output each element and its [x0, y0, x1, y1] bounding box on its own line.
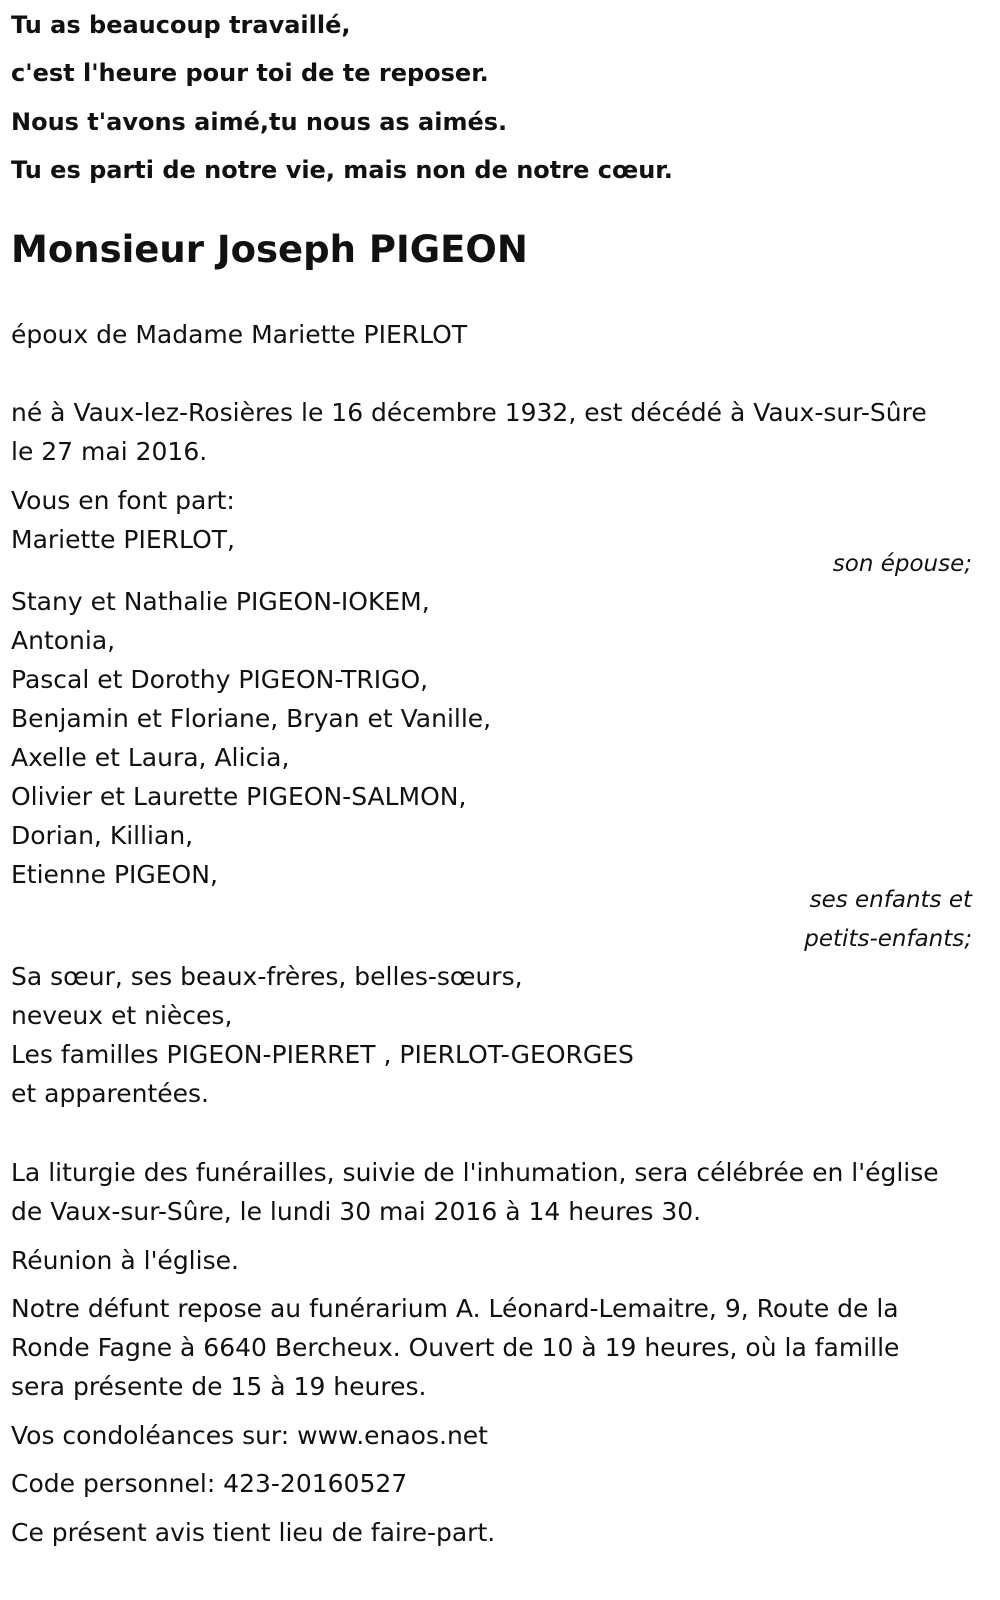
children-line: Antonia, [11, 626, 116, 655]
closing-line: Ce présent avis tient lieu de faire-part. [11, 1518, 496, 1547]
children-line: Benjamin et Floriane, Bryan et Vanille, [11, 704, 492, 733]
birth-death-line: né à Vaux-lez-Rosières le 16 décembre 1932, est décédé à Vaux-sur-Sûre [11, 398, 927, 427]
children-line: Stany et Nathalie PIGEON-IOKEM, [11, 587, 430, 616]
funerarium-line: Ronde Fagne à 6640 Bercheux. Ouvert de 10 à 19 heures, où la famille [11, 1333, 900, 1362]
funerarium-line: Notre défunt repose au funérarium A. Léonard-Lemaitre, 9, Route de la [11, 1294, 899, 1323]
spouse-entry: Mariette PIERLOT, [11, 525, 235, 554]
personal-code: Code personnel: 423-20160527 [11, 1469, 408, 1498]
funerarium-line: sera présente de 15 à 19 heures. [11, 1372, 427, 1401]
poem-line: c'est l'heure pour toi de te reposer. [11, 59, 489, 87]
meeting-line: Réunion à l'église. [11, 1246, 239, 1275]
liturgy-line: de Vaux-sur-Sûre, le lundi 30 mai 2016 à 14 heures 30. [11, 1197, 702, 1226]
children-relation: petits-enfants; [804, 926, 972, 952]
children-line: Etienne PIGEON, [11, 860, 218, 889]
spouse-line: époux de Madame Mariette PIERLOT [11, 320, 468, 349]
children-line: Axelle et Laura, Alicia, [11, 743, 290, 772]
children-line: Pascal et Dorothy PIGEON-TRIGO, [11, 665, 429, 694]
birth-death-line: le 27 mai 2016. [11, 437, 208, 466]
spouse-relation: son épouse; [832, 551, 972, 577]
announce-intro: Vous en font part: [11, 486, 235, 515]
poem-line: Tu as beaucoup travaillé, [11, 11, 351, 39]
condolences-line: Vos condoléances sur: www.enaos.net [11, 1421, 488, 1450]
family-line: et apparentées. [11, 1079, 209, 1108]
poem-line: Nous t'avons aimé,tu nous as aimés. [11, 108, 508, 136]
family-line: Sa sœur, ses beaux-frères, belles-sœurs, [11, 962, 523, 991]
liturgy-line: La liturgie des funérailles, suivie de l'inhumation, sera célébrée en l'église [11, 1158, 939, 1187]
poem-line: Tu es parti de notre vie, mais non de notre cœur. [11, 156, 673, 184]
children-line: Olivier et Laurette PIGEON-SALMON, [11, 782, 467, 811]
deceased-name: Monsieur Joseph PIGEON [11, 228, 528, 271]
children-line: Dorian, Killian, [11, 821, 194, 850]
family-line: Les familles PIGEON-PIERRET , PIERLOT-GEORGES [11, 1040, 634, 1069]
children-relation: ses enfants et [809, 887, 972, 913]
family-line: neveux et nièces, [11, 1001, 233, 1030]
